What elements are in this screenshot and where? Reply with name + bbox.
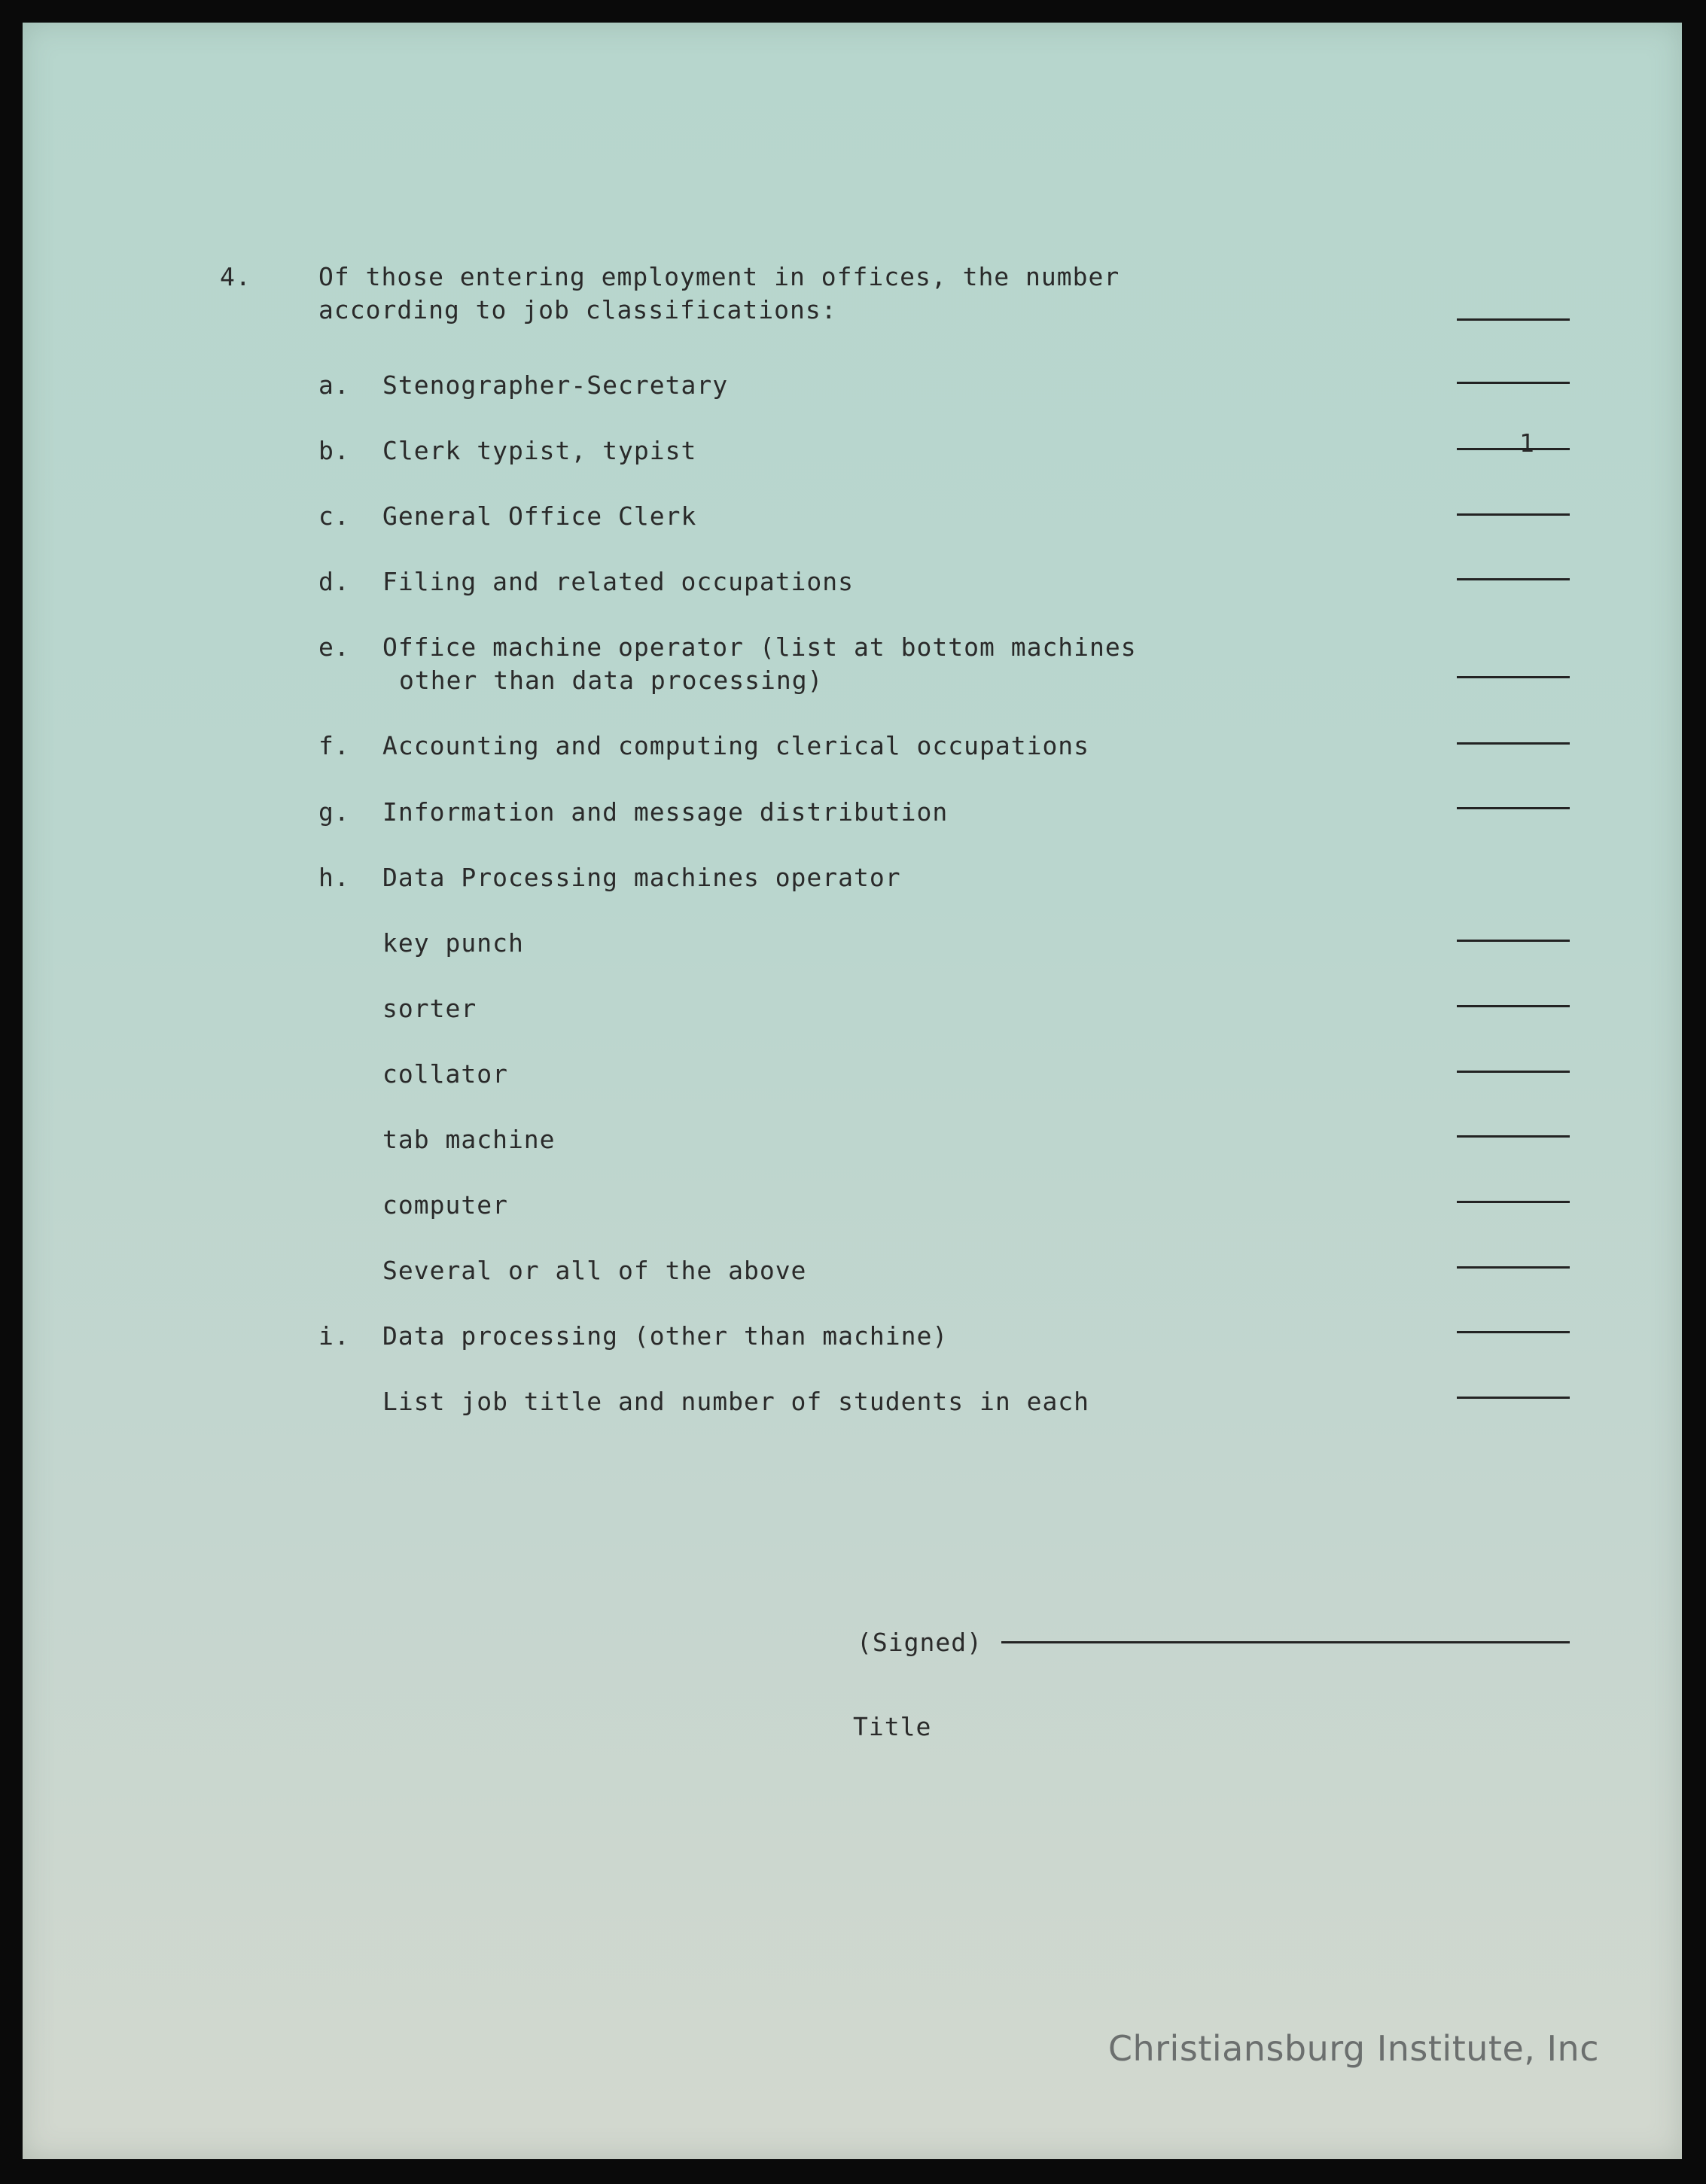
item-label: Stenographer-Secretary <box>382 370 729 400</box>
item-letter: a. <box>318 370 350 400</box>
item-label: Clerk typist, typist <box>382 436 697 465</box>
item-label: General Office Clerk <box>382 501 697 531</box>
item-letter: h. <box>318 863 350 892</box>
item-label: Filing and related occupations <box>382 567 855 596</box>
sub-item-label: tab machine <box>382 1125 556 1154</box>
answer-blank[interactable] <box>1457 742 1570 745</box>
answer-blank-header[interactable] <box>1457 318 1570 321</box>
sub-item-label: computer <box>382 1190 508 1220</box>
question-text-line2: according to job classifications: <box>318 295 837 324</box>
item-letter: f. <box>318 731 350 760</box>
sub-item-label: sorter <box>382 994 477 1023</box>
answer-blank[interactable] <box>1457 1397 1570 1399</box>
item-label: Data processing (other than machine) <box>382 1321 949 1351</box>
watermark-text: Christiansburg Institute, Inc <box>1107 2028 1599 2069</box>
signature-line[interactable] <box>1001 1641 1570 1643</box>
item-label: Office machine operator (list at bottom machines <box>382 632 1137 662</box>
answer-blank[interactable] <box>1457 513 1570 516</box>
title-label: Title <box>853 1712 932 1741</box>
question-number: 4. <box>220 262 251 291</box>
answer-blank[interactable] <box>1457 1071 1570 1073</box>
sub-item-label: collator <box>382 1059 508 1089</box>
answer-value: 1 <box>1519 428 1534 458</box>
answer-blank[interactable] <box>1457 1135 1570 1138</box>
sub-item-label: List job title and number of students in each <box>382 1387 1090 1416</box>
answer-blank[interactable] <box>1457 1005 1570 1007</box>
answer-blank[interactable] <box>1457 1266 1570 1269</box>
answer-blank[interactable] <box>1457 448 1570 450</box>
sub-item-label: Several or all of the above <box>382 1256 807 1285</box>
item-letter: c. <box>318 501 350 531</box>
item-label-continued: other than data processing) <box>399 666 824 695</box>
item-letter: g. <box>318 797 350 827</box>
item-label: Information and message distribution <box>382 797 949 827</box>
item-letter: e. <box>318 632 350 662</box>
sub-item-label: key punch <box>382 928 524 958</box>
answer-blank[interactable] <box>1457 940 1570 942</box>
answer-blank[interactable] <box>1457 676 1570 678</box>
answer-blank[interactable] <box>1457 382 1570 384</box>
answer-blank[interactable] <box>1457 807 1570 809</box>
answer-blank[interactable] <box>1457 1201 1570 1203</box>
item-label: Accounting and computing clerical occupations <box>382 731 1090 760</box>
item-label: Data Processing machines operator <box>382 863 901 892</box>
answer-blank[interactable] <box>1457 578 1570 580</box>
question-text-line1: Of those entering employment in offices, the number <box>318 262 1120 291</box>
paper-page <box>23 23 1682 2159</box>
signed-label: (Signed) <box>857 1628 982 1657</box>
item-letter: b. <box>318 436 350 465</box>
item-letter: i. <box>318 1321 350 1351</box>
item-letter: d. <box>318 567 350 596</box>
answer-blank[interactable] <box>1457 1331 1570 1333</box>
